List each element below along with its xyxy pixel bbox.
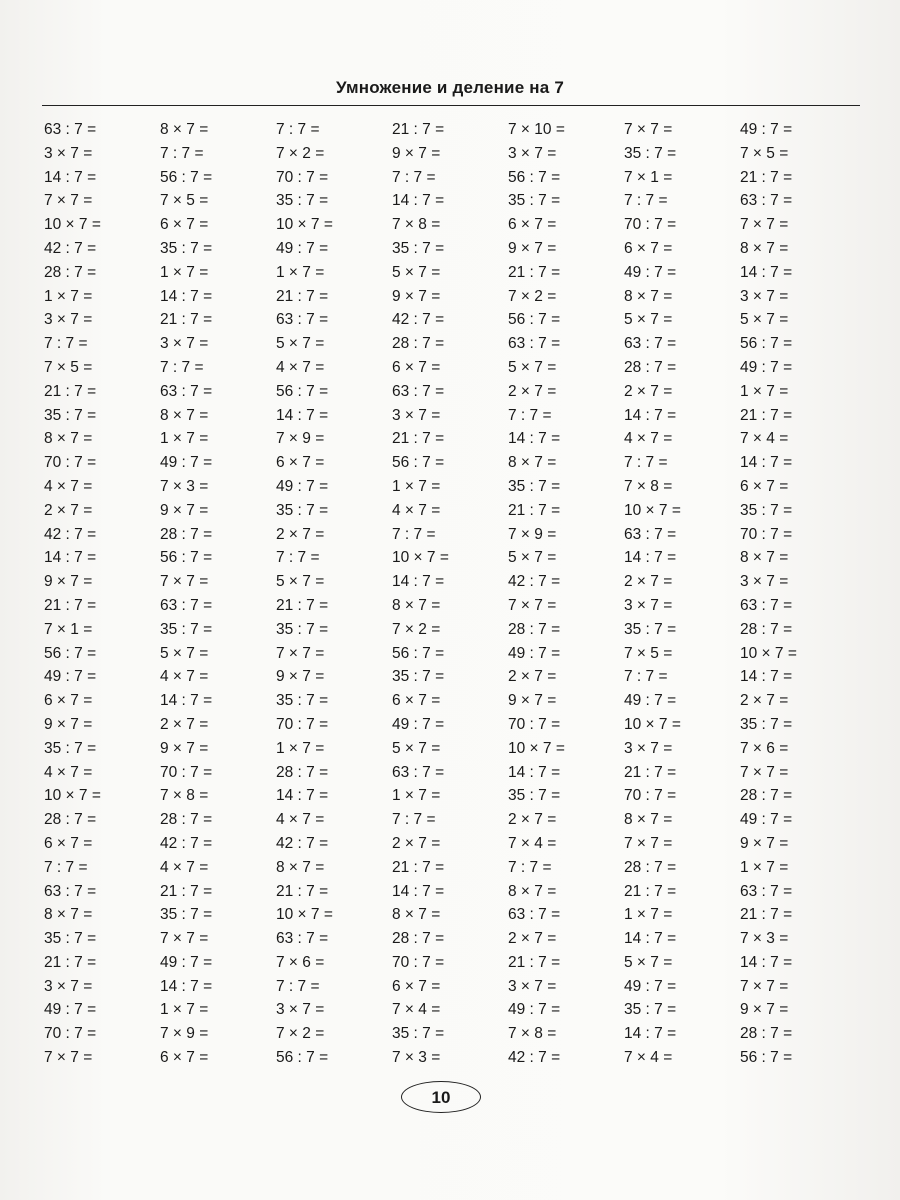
math-problem: 5 × 7 = [392,739,441,757]
math-problem: 56 : 7 = [740,335,793,353]
math-problem: 49 : 7 = [508,1001,561,1019]
math-problem: 3 × 7 = [740,573,789,591]
math-problem: 70 : 7 = [624,787,677,805]
math-problem: 28 : 7 = [740,1025,793,1043]
math-problem: 49 : 7 = [44,668,97,686]
math-problem: 21 : 7 = [740,406,793,424]
math-problem: 70 : 7 = [160,763,213,781]
math-problem: 14 : 7 = [392,573,445,591]
math-problem: 63 : 7 = [740,596,793,614]
math-problem: 6 × 7 = [740,477,789,495]
math-problem: 4 × 7 = [392,501,441,519]
math-problem: 56 : 7 = [160,549,213,567]
math-problem: 10 × 7 = [276,906,333,924]
math-problem: 35 : 7 = [508,192,561,210]
math-problem: 7 × 9 = [508,525,557,543]
math-problem: 2 × 7 = [392,834,441,852]
page-number: 10 [401,1081,481,1113]
math-problem: 42 : 7 = [508,573,561,591]
math-problem: 28 : 7 = [44,811,97,829]
math-problem: 8 × 7 = [392,906,441,924]
math-problem: 4 × 7 = [624,430,673,448]
math-problem: 49 : 7 = [160,454,213,472]
math-problem: 2 × 7 = [508,668,557,686]
math-problem: 49 : 7 = [624,977,677,995]
math-problem: 5 × 7 = [624,953,673,971]
math-problem: 7 : 7 = [624,192,668,210]
math-problem: 1 × 7 = [276,739,325,757]
math-problem: 1 × 7 = [740,858,789,876]
math-problem: 28 : 7 = [44,263,97,281]
math-problem: 42 : 7 = [508,1049,561,1067]
math-problem: 2 × 7 = [160,715,209,733]
math-problem: 10 × 7 = [392,549,449,567]
math-problem: 3 × 7 = [160,335,209,353]
math-problem: 63 : 7 = [740,882,793,900]
math-problem: 3 × 7 = [276,1001,325,1019]
math-problem: 21 : 7 = [392,121,445,138]
math-problem: 21 : 7 = [740,168,793,186]
math-problem: 7 × 4 = [740,430,789,448]
math-problem: 3 × 7 = [44,144,93,162]
math-problem: 56 : 7 = [160,168,213,186]
math-problem: 5 × 7 = [392,263,441,281]
math-problem: 7 × 9 = [160,1025,209,1043]
math-problem: 2 × 7 = [508,930,557,948]
math-problem: 1 × 7 = [44,287,93,305]
math-problem: 3 × 7 = [624,739,673,757]
math-problem: 49 : 7 = [392,715,445,733]
math-problem: 7 × 6 = [276,953,325,971]
math-problem: 63 : 7 = [508,335,561,353]
math-problem: 3 × 7 = [44,311,93,329]
math-problem: 5 × 7 = [508,549,557,567]
math-problem: 8 × 7 = [740,239,789,257]
math-problem: 9 × 7 = [740,1001,789,1019]
math-problem: 1 × 7 = [276,263,325,281]
math-problem: 10 × 7 = [624,715,681,733]
math-problem: 14 : 7 = [624,406,677,424]
math-problem: 6 × 7 = [624,239,673,257]
math-problem: 7 : 7 = [392,811,436,829]
math-problem: 9 × 7 = [160,739,209,757]
math-problem: 35 : 7 = [624,144,677,162]
problem-grid [44,118,854,1070]
math-problem: 2 × 7 = [624,573,673,591]
math-problem: 70 : 7 = [392,953,445,971]
math-problem: 3 × 7 = [44,977,93,995]
math-problem: 21 : 7 = [44,382,97,400]
math-problem: 49 : 7 = [276,477,329,495]
math-problem: 28 : 7 = [740,787,793,805]
math-problem: 10 × 7 = [44,216,101,234]
math-problem: 7 × 5 = [624,644,673,662]
math-problem: 35 : 7 = [276,620,329,638]
math-problem: 2 × 7 = [624,382,673,400]
math-problem: 2 × 7 = [508,811,557,829]
math-problem: 63 : 7 = [44,882,97,900]
math-problem: 7 × 7 = [740,977,789,995]
page-title: Умножение и деление на 7 [336,78,564,97]
math-problem: 7 × 2 = [276,144,325,162]
math-problem: 14 : 7 = [624,549,677,567]
math-problem: 63 : 7 = [624,335,677,353]
math-problem: 1 × 7 = [160,1001,209,1019]
math-problem: 14 : 7 = [276,787,329,805]
math-problem: 35 : 7 = [624,620,677,638]
math-problem: 3 × 7 = [392,406,441,424]
math-problem: 7 : 7 = [160,358,204,376]
math-problem: 2 × 7 = [508,382,557,400]
math-problem: 6 × 7 = [44,834,93,852]
math-problem: 49 : 7 = [740,121,793,138]
math-problem: 63 : 7 = [392,763,445,781]
math-problem: 14 : 7 = [160,287,213,305]
math-problem: 70 : 7 = [508,715,561,733]
math-problem: 70 : 7 = [276,715,329,733]
math-problem: 2 × 7 = [44,501,93,519]
math-problem: 7 : 7 = [624,668,668,686]
math-problem: 8 × 7 = [160,406,209,424]
math-problem: 1 × 7 = [392,787,441,805]
math-problem: 7 × 4 = [392,1001,441,1019]
math-problem: 35 : 7 = [44,739,97,757]
math-problem: 28 : 7 = [160,525,213,543]
math-problem: 49 : 7 = [624,263,677,281]
math-problem: 21 : 7 = [624,763,677,781]
math-problem: 7 × 1 = [44,620,93,638]
math-problem: 10 × 7 = [740,644,797,662]
math-problem: 8 × 7 = [508,882,557,900]
math-problem: 5 × 7 = [160,644,209,662]
math-problem: 2 × 7 = [740,692,789,710]
math-problem: 35 : 7 = [44,930,97,948]
math-problem: 1 × 7 = [740,382,789,400]
math-problem: 10 × 7 = [624,501,681,519]
math-problem: 14 : 7 = [276,406,329,424]
math-problem: 14 : 7 = [160,977,213,995]
math-problem: 63 : 7 = [392,382,445,400]
math-problem: 14 : 7 = [508,430,561,448]
math-problem: 14 : 7 = [740,454,793,472]
math-problem: 28 : 7 = [740,620,793,638]
math-problem: 9 × 7 = [160,501,209,519]
math-problem: 7 × 7 = [44,192,93,210]
math-problem: 21 : 7 = [160,882,213,900]
math-problem: 14 : 7 = [624,930,677,948]
math-problem: 4 × 7 = [276,358,325,376]
math-problem: 8 × 7 = [44,430,93,448]
math-problem: 14 : 7 = [740,668,793,686]
math-problem: 7 × 3 = [740,930,789,948]
math-problem: 63 : 7 = [740,192,793,210]
math-problem: 7 × 5 = [44,358,93,376]
math-problem: 2 × 7 = [276,525,325,543]
math-problem: 1 × 7 = [624,906,673,924]
math-problem: 5 × 7 = [276,335,325,353]
math-problem: 6 × 7 = [160,216,209,234]
math-problem: 9 × 7 = [44,573,93,591]
math-problem: 35 : 7 = [392,239,445,257]
math-problem: 14 : 7 = [392,882,445,900]
math-problem: 70 : 7 = [44,1025,97,1043]
math-problem: 4 × 7 = [160,858,209,876]
math-problem: 7 : 7 = [508,858,552,876]
math-problem: 56 : 7 = [740,1049,793,1067]
math-problem: 7 × 5 = [740,144,789,162]
math-problem: 21 : 7 = [160,311,213,329]
math-problem: 21 : 7 = [624,882,677,900]
math-problem: 21 : 7 = [276,596,329,614]
math-problem: 7 × 2 = [508,287,557,305]
math-problem: 6 × 7 = [44,692,93,710]
math-problem: 7 : 7 = [276,977,320,995]
math-problem: 7 : 7 = [276,549,320,567]
math-problem: 3 × 7 = [624,596,673,614]
math-problem: 56 : 7 = [44,644,97,662]
math-problem: 49 : 7 = [740,358,793,376]
math-problem: 70 : 7 = [276,168,329,186]
math-problem: 21 : 7 = [508,263,561,281]
math-problem: 35 : 7 = [160,620,213,638]
math-problem: 14 : 7 = [740,263,793,281]
math-problem: 70 : 7 = [44,454,97,472]
math-problem: 63 : 7 = [160,382,213,400]
math-problem: 10 × 7 = [276,216,333,234]
math-problem: 7 : 7 = [276,121,320,138]
math-problem: 35 : 7 = [276,192,329,210]
math-problem: 8 × 7 = [508,454,557,472]
math-problem: 35 : 7 = [392,1025,445,1043]
math-problem: 14 : 7 = [508,763,561,781]
math-problem: 7 × 8 = [624,477,673,495]
math-problem: 42 : 7 = [44,525,97,543]
math-problem: 28 : 7 = [392,930,445,948]
math-problem: 21 : 7 = [276,882,329,900]
math-problem: 7 × 7 = [624,834,673,852]
math-problem: 9 × 7 = [740,834,789,852]
math-problem: 5 × 7 = [624,311,673,329]
math-problem: 35 : 7 = [44,406,97,424]
math-problem: 7 × 7 = [160,573,209,591]
math-problem: 4 × 7 = [44,763,93,781]
math-problem: 9 × 7 = [508,239,557,257]
math-problem: 56 : 7 = [508,311,561,329]
math-problem: 1 × 7 = [392,477,441,495]
math-problem: 7 : 7 = [392,168,436,186]
math-problem: 35 : 7 = [160,906,213,924]
math-problem: 56 : 7 = [392,454,445,472]
math-problem: 6 × 7 = [276,454,325,472]
math-problem: 14 : 7 = [392,192,445,210]
math-problem: 8 × 7 = [740,549,789,567]
math-problem: 9 × 7 = [508,692,557,710]
math-problem: 7 × 4 = [508,834,557,852]
math-problem: 7 × 3 = [160,477,209,495]
math-problem: 7 × 2 = [392,620,441,638]
math-problem: 1 × 7 = [160,430,209,448]
math-problem: 21 : 7 = [508,953,561,971]
math-problem: 63 : 7 = [160,596,213,614]
math-problem: 21 : 7 = [44,596,97,614]
math-problem: 7 × 1 = [624,168,673,186]
math-problem: 14 : 7 = [44,168,97,186]
math-problem: 21 : 7 = [276,287,329,305]
math-problem: 35 : 7 = [508,477,561,495]
math-problem: 35 : 7 = [392,668,445,686]
math-problem: 49 : 7 = [624,692,677,710]
math-problem: 35 : 7 = [508,787,561,805]
math-problem: 7 × 8 = [392,216,441,234]
math-problem: 7 : 7 = [624,454,668,472]
math-problem: 28 : 7 = [392,335,445,353]
math-problem: 70 : 7 = [624,216,677,234]
math-problem: 42 : 7 = [392,311,445,329]
math-problem: 56 : 7 = [508,168,561,186]
math-problem: 7 × 9 = [276,430,325,448]
math-problem: 49 : 7 = [508,644,561,662]
math-problem: 7 × 7 = [160,930,209,948]
math-problem: 42 : 7 = [276,834,329,852]
math-problem: 8 × 7 = [44,906,93,924]
math-problem: 70 : 7 = [740,525,793,543]
math-problem: 8 × 7 = [624,287,673,305]
math-problem: 9 × 7 = [276,668,325,686]
math-problem: 7 : 7 = [392,525,436,543]
math-problem: 35 : 7 = [276,692,329,710]
math-problem: 7 × 8 = [160,787,209,805]
math-problem: 21 : 7 = [44,953,97,971]
math-problem: 7 : 7 = [160,144,204,162]
math-problem: 8 × 7 = [392,596,441,614]
math-problem: 56 : 7 = [276,1049,329,1067]
math-problem: 1 × 7 = [160,263,209,281]
math-problem: 7 × 7 = [44,1049,93,1067]
math-problem: 6 × 7 = [392,358,441,376]
math-problem: 49 : 7 = [160,953,213,971]
math-problem: 7 × 4 = [624,1049,673,1067]
math-problem: 63 : 7 = [624,525,677,543]
math-problem: 7 × 7 = [740,763,789,781]
math-problem: 10 × 7 = [508,739,565,757]
math-problem: 49 : 7 = [276,239,329,257]
math-problem: 21 : 7 = [740,906,793,924]
math-problem: 63 : 7 = [44,121,97,138]
math-problem: 14 : 7 = [44,549,97,567]
math-problem: 7 × 2 = [276,1025,325,1043]
math-problem: 35 : 7 = [624,1001,677,1019]
math-problem: 63 : 7 = [276,930,329,948]
math-problem: 7 × 3 = [392,1049,441,1067]
math-problem: 6 × 7 = [392,692,441,710]
math-problem: 7 × 7 = [508,596,557,614]
math-problem: 8 × 7 = [624,811,673,829]
math-problem: 28 : 7 = [276,763,329,781]
title-divider [42,105,860,106]
math-problem: 4 × 7 = [160,668,209,686]
math-problem: 28 : 7 = [624,358,677,376]
math-problem: 7 × 7 = [740,216,789,234]
math-problem: 28 : 7 = [160,811,213,829]
math-problem: 42 : 7 = [160,834,213,852]
math-problem: 9 × 7 = [44,715,93,733]
math-problem: 9 × 7 = [392,287,441,305]
math-problem: 6 × 7 = [160,1049,209,1067]
math-problem: 56 : 7 = [392,644,445,662]
math-problem: 14 : 7 = [160,692,213,710]
math-problem: 14 : 7 = [740,953,793,971]
math-problem: 35 : 7 = [740,715,793,733]
math-problem: 14 : 7 = [624,1025,677,1043]
math-problem: 4 × 7 = [276,811,325,829]
math-problem: 5 × 7 = [740,311,789,329]
math-problem: 5 × 7 = [276,573,325,591]
math-problem: 10 × 7 = [44,787,101,805]
math-problem: 35 : 7 = [160,239,213,257]
math-problem: 3 × 7 = [508,977,557,995]
math-problem: 5 × 7 = [508,358,557,376]
math-problem: 7 × 6 = [740,739,789,757]
math-problem: 63 : 7 = [276,311,329,329]
math-problem: 7 : 7 = [44,858,88,876]
math-problem: 21 : 7 = [508,501,561,519]
math-problem: 7 : 7 = [508,406,552,424]
math-problem: 42 : 7 = [44,239,97,257]
math-problem: 49 : 7 = [44,1001,97,1019]
math-problem: 7 × 10 = [508,121,565,138]
math-problem: 7 × 7 = [624,121,673,138]
math-problem: 7 × 5 = [160,192,209,210]
math-problem: 9 × 7 = [392,144,441,162]
math-problem: 7 × 8 = [508,1025,557,1043]
math-problem: 8 × 7 = [160,121,209,138]
math-problem: 4 × 7 = [44,477,93,495]
math-problem: 3 × 7 = [508,144,557,162]
math-problem: 3 × 7 = [740,287,789,305]
math-problem: 28 : 7 = [624,858,677,876]
math-problem: 63 : 7 = [508,906,561,924]
math-problem: 8 × 7 = [276,858,325,876]
math-problem: 49 : 7 = [740,811,793,829]
math-problem: 6 × 7 = [508,216,557,234]
math-problem: 35 : 7 = [276,501,329,519]
math-problem: 21 : 7 = [392,858,445,876]
math-problem: 21 : 7 = [392,430,445,448]
math-problem: 6 × 7 = [392,977,441,995]
math-problem: 35 : 7 = [740,501,793,519]
math-problem: 7 × 7 = [276,644,325,662]
math-problem: 28 : 7 = [508,620,561,638]
math-problem: 7 : 7 = [44,335,88,353]
math-problem: 56 : 7 = [276,382,329,400]
